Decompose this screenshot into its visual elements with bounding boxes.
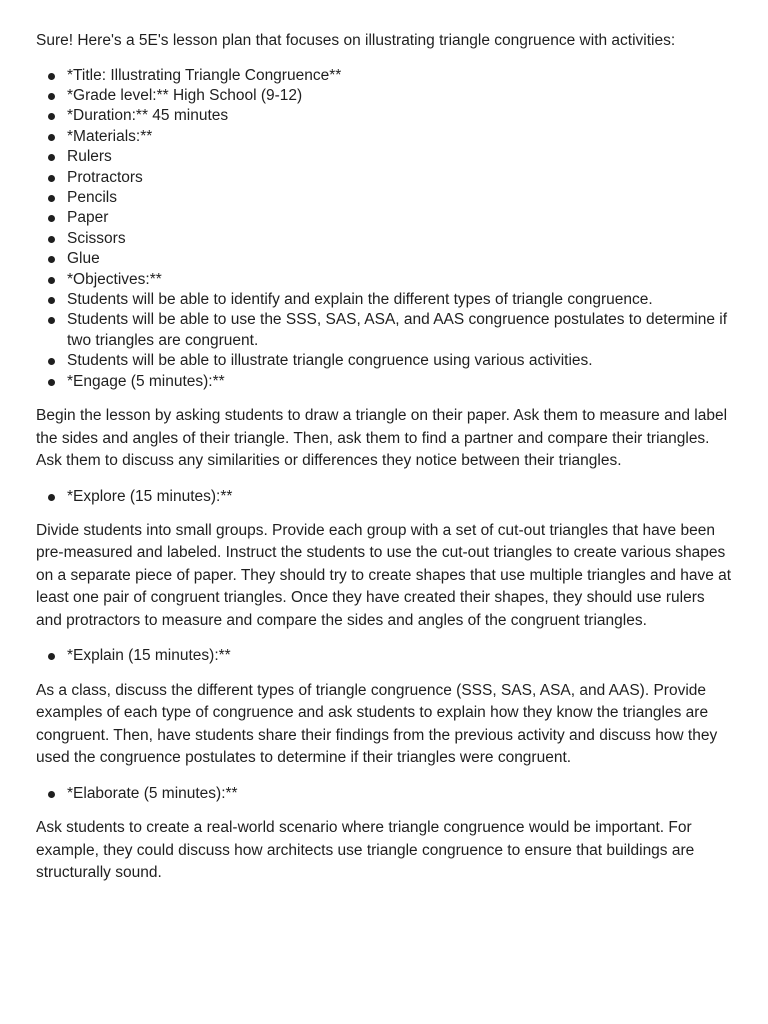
overview-list (36, 66, 732, 393)
list-item: Students will be able to use the SSS, SAS, ASA, and AAS congruence postulates to determine if two triangles are congruent. (36, 310, 732, 351)
list-item: *Materials:** (36, 127, 732, 147)
engage-paragraph: Begin the lesson by asking students to draw a triangle on their paper. Ask them to measure and label the sides and angles of their triangle. Then, ask them to find a partner and compare their triangles. Ask them to discuss any similarities or differences they notice between their triangles. (36, 407, 728, 469)
list-item: *Grade level:** High School (9-12) (36, 86, 732, 106)
list-item: *Engage (5 minutes):** (36, 372, 732, 392)
list-item: Rulers (36, 147, 732, 167)
list-item: Protractors (36, 168, 732, 188)
list-item: Scissors (36, 229, 732, 249)
explain-heading-list (36, 646, 732, 666)
list-item: Pencils (36, 188, 732, 208)
lesson-plan-document (36, 30, 732, 899)
intro-text: Sure! Here's a 5E's lesson plan that focuses on illustrating triangle congruence with activities: (36, 32, 676, 49)
list-item: *Duration:** 45 minutes (36, 106, 732, 126)
list-item: Paper (36, 208, 732, 228)
list-item: *Title: Illustrating Triangle Congruence** (36, 66, 732, 86)
list-item: Students will be able to illustrate triangle congruence using various activities. (36, 351, 732, 371)
list-item: Glue (36, 249, 732, 269)
explore-heading-list (36, 487, 732, 507)
elaborate-paragraph: Ask students to create a real-world scenario where triangle congruence would be important. For example, they could discuss how architects use triangle congruence to ensure that buildings are structurally sound. (36, 819, 695, 882)
explore-paragraph: Divide students into small groups. Provide each group with a set of cut-out triangles that have been pre-measured and labeled. Instruct the students to use the cut-out triangles to create various shapes on a separate piece of paper. They should try to create shapes that use multiple triangles and have at least one pair of congruent triangles. Once they have created their shapes, they should use rulers and protractors to measure and compare the sides and angles of the congruent triangles. (36, 521, 732, 629)
elaborate-heading: *Elaborate (5 minutes):** (36, 784, 732, 804)
explain-paragraph: As a class, discuss the different types of triangle congruence (SSS, SAS, ASA, and AAS). Provide examples of each type of congruence and ask students to explain how they know the triangles are congruent. Then, have students share their findings from the previous activity and discuss how they used the congruence postulates to determine if their triangles were congruent. (36, 681, 718, 767)
explain-heading: *Explain (15 minutes):** (36, 646, 732, 666)
list-item: *Objectives:** (36, 270, 732, 290)
explore-heading: *Explore (15 minutes):** (36, 487, 732, 507)
list-item: Students will be able to identify and explain the different types of triangle congruence. (36, 290, 732, 310)
elaborate-heading-list (36, 784, 732, 804)
